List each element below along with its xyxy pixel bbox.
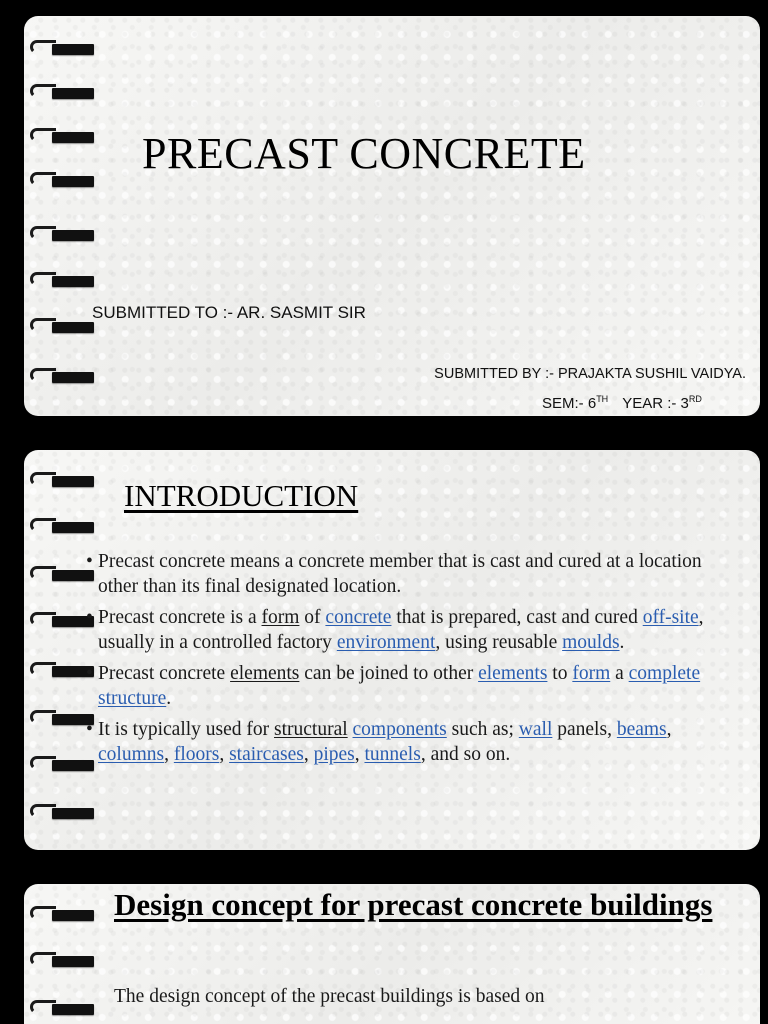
list-item [86,550,746,599]
link-elements[interactable]: elements [230,663,300,684]
bullet-text: , [666,719,672,740]
bullet-text: of [299,607,326,628]
slide-design-concept [24,884,760,1024]
bullet-text: can be joined to other [299,663,479,684]
bullet-text: Precast concrete [98,663,231,684]
list-item [86,662,746,711]
binder-ring-icon [30,40,94,58]
binder-ring-icon [30,128,94,146]
bullet-text: , [164,743,174,765]
binder-ring-icon [30,84,94,102]
link-pipes[interactable]: pipes [313,743,355,765]
bullet-text: It is typically used for [98,719,275,740]
sem-label: SEM:- 6 [542,395,597,412]
bullet-icon: • [86,663,93,684]
slide-title-text: PRECAST CONCRETE [142,129,586,178]
year-suffix: RD [688,394,702,404]
link-floors[interactable]: floors [173,743,220,765]
intro-bullet-list [86,550,746,774]
link-staircases[interactable]: staircases [229,743,304,765]
bullet-icon: • [86,551,93,572]
design-heading: Design concept for precast concrete buildings [114,887,713,922]
binder-ring-icon [30,318,94,336]
link-complete[interactable]: complete [628,663,701,684]
binder-ring-icon [30,952,94,970]
bullet-text: , using reusable [435,631,563,653]
binder-ring-icon [30,612,94,630]
bullet-text: Precast concrete means a concrete member that is cast and cured at a location other than its final designated location. [98,551,702,597]
binder-ring-icon [30,906,94,924]
bullet-text: , [219,743,230,765]
slide-introduction [24,450,760,850]
bullet-text: Precast concrete is a [98,607,262,628]
link-form-2[interactable]: form [572,663,611,684]
list-item [86,718,746,767]
bullet-text: to [547,663,573,684]
bullet-text: . [619,631,625,653]
slide-title [24,16,760,416]
bullet-icon: • [86,607,93,628]
bullet-icon: • [86,719,93,740]
bullet-text: , and so on. [420,743,511,765]
submitted-by: SUBMITTED BY :- PRAJAKTA SUSHIL VAIDYA. [434,366,746,382]
bullet-text: that is prepared, cast and cured [391,607,643,628]
spiral-binding [24,884,96,1024]
link-beams[interactable]: beams [616,719,667,740]
spiral-binding [24,16,96,416]
link-structure[interactable]: structure [98,687,167,709]
design-text: The design concept of the precast buildings is based on [114,986,545,1007]
binder-ring-icon [30,172,94,190]
binder-ring-icon [30,804,94,822]
bullet-text: . [166,687,172,709]
link-tunnels[interactable]: tunnels [364,743,421,765]
year-label: YEAR :- 3 [622,395,689,412]
binder-ring-icon [30,662,94,680]
link-environment[interactable]: environment [336,631,436,653]
link-components[interactable]: components [352,719,447,740]
binder-ring-icon [30,368,94,386]
link-concrete[interactable]: concrete [325,607,392,628]
link-wall[interactable]: wall [518,719,553,740]
submitted-to: SUBMITTED TO :- AR. SASMIT SIR [92,303,366,322]
bullet-text: , usually in a controlled factory [98,607,704,653]
binder-ring-icon [30,226,94,244]
sem-suffix: TH [596,394,609,404]
binder-ring-icon [30,710,94,728]
intro-heading: INTRODUCTION [124,478,359,513]
sem-year [542,394,702,412]
binder-ring-icon [30,518,94,536]
bullet-text: , [303,743,314,765]
binder-ring-icon [30,472,94,490]
binder-ring-icon [30,1000,94,1018]
link-columns[interactable]: columns [98,743,165,765]
bullet-text: such as; [446,719,519,740]
link-structural[interactable]: structural [274,719,348,740]
bullet-text: a [610,663,629,684]
bullet-text: , [354,743,365,765]
link-moulds[interactable]: moulds [562,631,620,653]
list-item [86,606,746,655]
bullet-text: panels, [552,719,617,740]
link-off-site[interactable]: off-site [642,607,699,628]
link-form[interactable]: form [261,607,300,628]
binder-ring-icon [30,756,94,774]
link-elements-2[interactable]: elements [478,663,548,684]
binder-ring-icon [30,566,94,584]
binder-ring-icon [30,272,94,290]
